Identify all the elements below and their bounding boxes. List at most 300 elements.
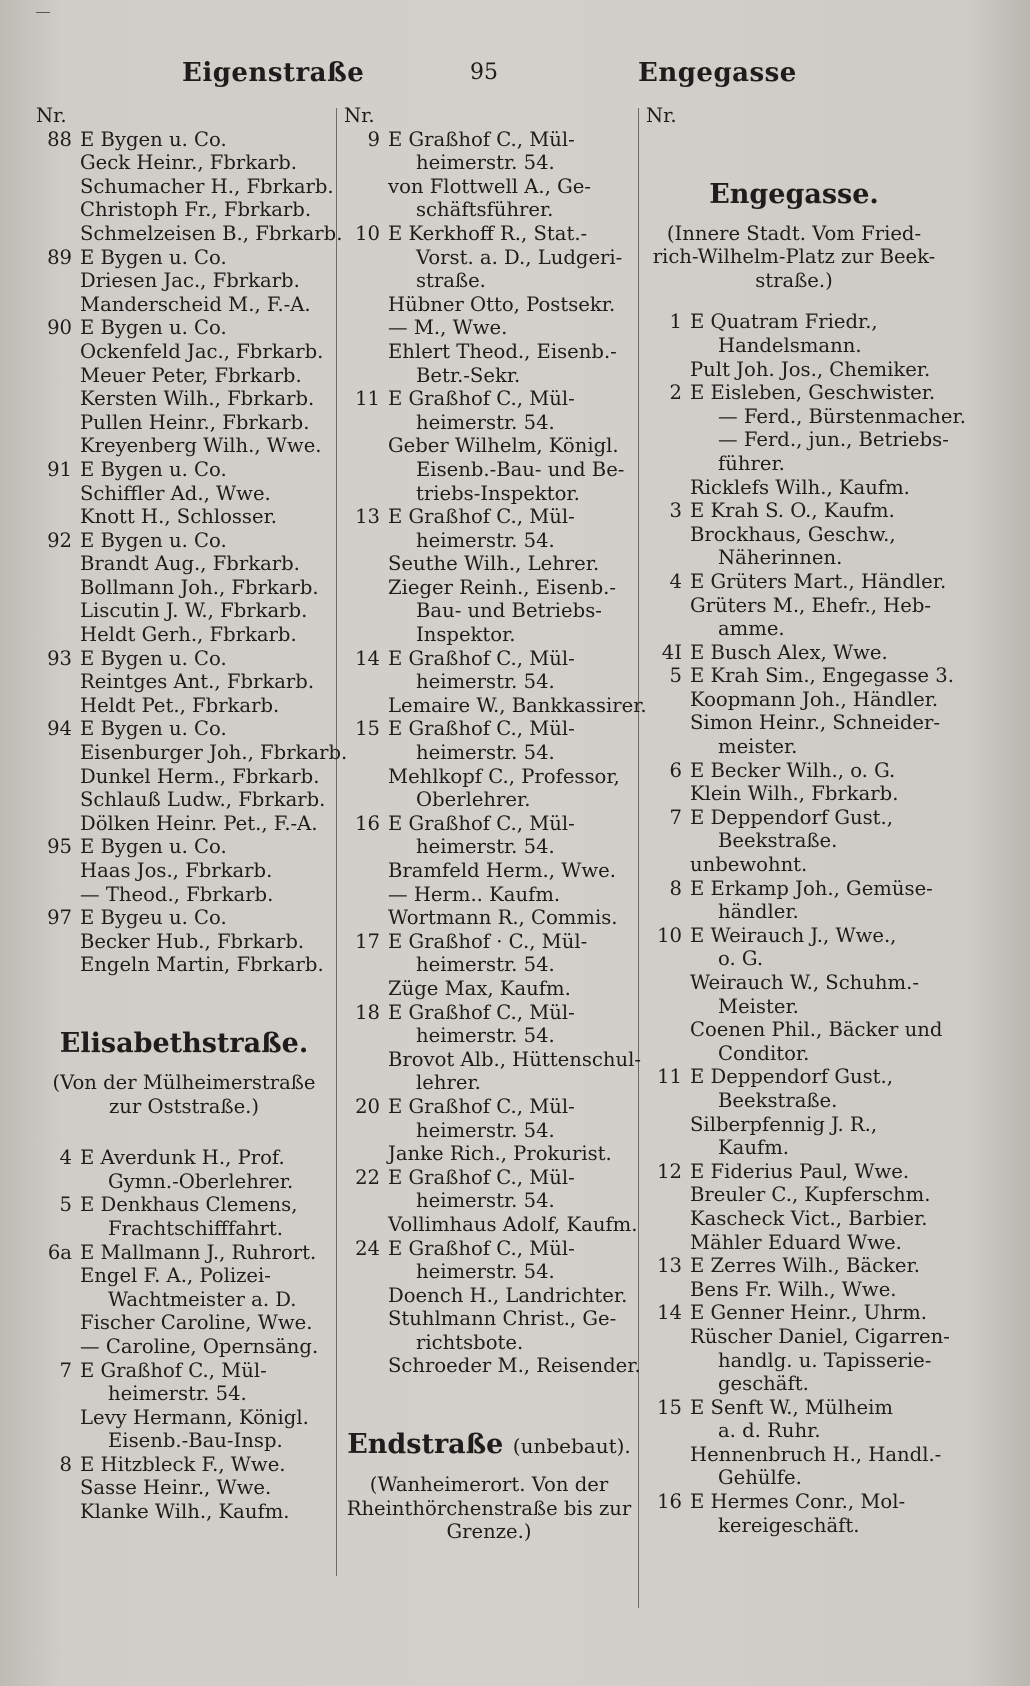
directory-entry [344,1095,634,1119]
house-number: 2 [669,381,682,405]
directory-entry [344,222,634,246]
entry-text: E Graßhof C., Mül- [388,717,575,741]
directory-entry [36,128,332,152]
entry-continuation: Eisenb.-Bau-Insp. [108,1429,283,1453]
entry-text: Meuer Peter, Fbrkarb. [80,363,302,387]
entry-continuation: heimerstr. 54. [416,1260,555,1284]
directory-entry [36,647,332,671]
entry-text: E Graßhof C., Mül- [388,505,575,529]
section-title-note: (unbebaut). [512,1434,631,1459]
house-number: 24 [355,1236,380,1260]
entry-text: Grüters M., Ehefr., Heb- [690,593,932,617]
directory-entry [36,505,332,529]
entry-text: Janke Rich., Prokurist. [388,1142,612,1166]
directory-entry [36,1406,332,1430]
directory-entry [646,1396,942,1420]
header-left: Eigenstraße [182,58,365,88]
directory-entry [646,1278,942,1302]
entry-text: Zieger Reinh., Eisenb.- [388,575,616,599]
entry-text: Schlauß Ludw., Fbrkarb. [80,788,326,812]
entry-continuation: Vorst. a. D., Ludgeri- [416,245,623,269]
directory-entry [36,623,332,647]
directory-entry [36,151,332,175]
entry-text: Heldt Gerh., Fbrkarb. [80,623,297,647]
directory-entry [344,930,634,954]
directory-entry [646,688,942,712]
directory-entry [646,476,942,500]
entry-text: E Becker Wilh., o. G. [690,758,896,782]
nr-label: Nr. [646,104,677,127]
entry-text: Geber Wilhelm, Königl. [388,434,619,458]
house-number: 7 [59,1358,72,1382]
entry-text: E Weirauch J., Wwe., [690,923,897,947]
house-number: 20 [355,1094,380,1118]
entry-text: E Genner Heinr., Uhrm. [690,1301,927,1325]
directory-entry [344,599,634,623]
directory-entry [36,953,332,977]
entry-text: Coenen Phil., Bäcker und [690,1018,943,1042]
directory-entry [344,1119,634,1143]
entry-continuation: kereigeschäft. [718,1513,860,1537]
entry-continuation: Wachtmeister a. D. [108,1287,297,1311]
page-number: 95 [470,60,498,85]
directory-entry [36,1453,332,1477]
entry-continuation: Oberlehrer. [416,788,531,812]
directory-entry [646,1514,942,1538]
section-desc-line: Rheinthörchenstraße bis zur [346,1496,632,1520]
directory-entry [36,1217,332,1241]
directory-entry [344,953,634,977]
entry-continuation: Gymn.-Oberlehrer. [108,1169,294,1193]
house-number: 6 [669,758,682,782]
house-number: 8 [59,1452,72,1476]
house-number: 17 [355,929,380,953]
entry-continuation: richtsbote. [416,1330,524,1354]
house-number: 16 [355,811,380,835]
entry-text: E Bygen u. Co. [80,528,227,552]
entry-continuation: heimerstr. 54. [416,528,555,552]
section-desc-line: (Wanheimerort. Von der [369,1473,609,1497]
house-number: 92 [47,528,72,552]
entry-text: E Averdunk H., Prof. [80,1146,285,1170]
directory-entry [344,387,634,411]
house-number: 8 [669,876,682,900]
directory-entry [344,576,634,600]
directory-entry [36,175,332,199]
entry-text: Bollmann Joh., Fbrkarb. [80,575,319,599]
house-number: 4 [59,1146,72,1170]
entry-text: Knott H., Schlosser. [80,505,278,529]
entry-text: E Graßhof C., Mül- [388,646,575,670]
entry-text: Engel F. A., Polizei- [80,1264,271,1288]
house-number: 10 [657,923,682,947]
directory-entry [344,623,634,647]
entry-text: E Kerkhoff R., Stat.- [388,221,588,245]
directory-entry [344,1189,634,1213]
corner-mark [36,12,50,13]
entry-continuation: Handelsmann. [718,333,862,357]
directory-entry [646,381,942,405]
directory-entry [36,717,332,741]
directory-entry [646,877,942,901]
section-desc-line: (Innere Stadt. Vom Fried- [666,221,922,245]
house-number: 11 [657,1065,682,1089]
directory-entry [344,1071,634,1095]
directory-entry [344,458,634,482]
directory-entry [36,835,332,859]
entry-text: Hübner Otto, Postsekr. [388,292,616,316]
entry-text: E Hitzbleck F., Wwe. [80,1452,286,1476]
entry-list [646,310,966,1537]
entry-text: Eisenburger Joh., Fbrkarb. [80,741,348,765]
directory-entry [344,434,634,458]
entry-text: Geck Heinr., Fbrkarb. [80,151,297,175]
entry-continuation: händler. [718,900,799,924]
directory-entry [646,995,942,1019]
directory-entry [646,1231,942,1255]
directory-entry [646,1018,942,1042]
entry-text: Brockhaus, Geschw., [690,522,896,546]
house-number: 16 [657,1490,682,1514]
entry-text: E Deppendorf Gust., [690,805,893,829]
directory-entry [646,1065,942,1089]
house-number: 3 [669,499,682,523]
directory-entry [646,1113,942,1137]
directory-entry [36,1429,332,1453]
directory-entry [344,883,634,907]
entry-continuation: Inspektor. [416,623,516,647]
entry-text: Vollimhaus Adolf, Kaufm. [388,1212,638,1236]
directory-entry [646,569,947,594]
directory-entry [646,641,942,665]
entry-text: E Eisleben, Geschwister. [690,381,936,405]
entry-continuation: heimerstr. 54. [416,670,555,694]
directory-entry [344,269,634,293]
entry-text: Ricklefs Wilh., Kaufm. [690,475,910,499]
entry-continuation: Beekstraße. [718,1088,838,1112]
entry-text: E Deppendorf Gust., [690,1065,893,1089]
directory-entry [646,334,942,358]
entry-text: Engeln Martin, Fbrkarb. [80,953,324,977]
directory-entry [646,499,942,523]
entry-continuation: heimerstr. 54. [416,1189,555,1213]
entry-continuation: Frachtschifffahrt. [108,1216,283,1240]
house-number: 15 [657,1395,682,1419]
entry-continuation: — Ferd., Bürstenmacher. [718,404,966,428]
directory-entry [344,128,634,152]
directory-entry [36,364,332,388]
column-rule-2 [638,108,639,1608]
directory-entry [344,717,634,741]
directory-entry [344,741,634,765]
entry-text: Manderscheid M., F.-A. [80,292,311,316]
entry-continuation: heimerstr. 54. [416,953,555,977]
directory-entry [36,411,332,435]
column-rule-1 [336,108,337,1576]
entry-text: Schmelzeisen B., Fbrkarb. [80,221,343,245]
directory-entry [36,482,332,506]
directory-entry [646,452,942,476]
entry-text: E Bygen u. Co. [80,316,227,340]
entry-text: Bens Fr. Wilh., Wwe. [690,1277,897,1301]
entry-continuation: a. d. Ruhr. [718,1419,821,1443]
entry-text: E Quatram Friedr., [690,310,878,334]
house-number: 93 [47,646,72,670]
entry-continuation: heimerstr. 54. [416,410,555,434]
directory-entry [344,529,634,553]
entry-text: Liscutin J. W., Fbrkarb. [80,599,308,623]
entry-text: Kascheck Vict., Barbier. [690,1206,928,1230]
directory-entry [646,404,966,429]
directory-entry [646,358,942,382]
house-number: 95 [47,835,72,859]
directory-entry [344,316,634,340]
entry-text: Schroeder M., Reisender. [388,1354,641,1378]
directory-entry [36,1500,332,1524]
entry-text: E Busch Alex, Wwe. [690,640,888,664]
directory-entry [344,1024,634,1048]
directory-entry [36,883,332,907]
entry-text: Fischer Caroline, Wwe. [80,1311,313,1335]
entry-text: Lemaire W., Bankkassirer. [388,693,647,717]
entry-list [36,1146,332,1524]
entry-text: E Erkamp Joh., Gemüse- [690,876,933,900]
directory-entry [36,1146,332,1170]
entry-text: Bramfeld Herm., Wwe. [388,859,616,882]
directory-entry [344,1142,634,1166]
entry-text: Stuhlmann Christ., Ge- [388,1307,617,1331]
directory-entry [646,1349,942,1373]
column-3 [646,104,966,1537]
directory-entry [646,806,942,830]
directory-entry [646,594,942,618]
directory-entry [36,221,343,246]
directory-entry [344,340,634,364]
directory-entry [36,1335,332,1359]
entry-text: E Graßhof C., Mül- [388,811,575,835]
entry-text: Levy Hermann, Königl. [80,1405,309,1429]
entry-continuation: o. G. [718,947,764,971]
section-desc-line: straße.) [755,268,833,292]
entry-continuation: heimerstr. 54. [416,835,555,859]
directory-entry [646,971,942,995]
entry-text: E Bygen u. Co. [80,717,227,741]
house-number: 7 [669,805,682,829]
house-number: 13 [657,1254,682,1278]
directory-entry [36,906,332,930]
directory-entry [344,246,634,270]
directory-entry [646,1207,942,1231]
directory-entry [646,1042,942,1066]
directory-entry [344,505,634,529]
entry-text: Kersten Wilh., Fbrkarb. [80,387,315,411]
entry-text: E Zerres Wilh., Bäcker. [690,1254,920,1278]
directory-entry [344,977,634,1001]
section-desc-line: (Von der Mülheimerstraße [52,1070,316,1094]
entry-text: E Senft W., Mülheim [690,1395,893,1419]
directory-entry [36,1288,332,1312]
entry-text: Dölken Heinr. Pet., F.-A. [80,811,318,835]
entry-text: Schumacher H., Fbrkarb. [80,174,334,198]
entry-list [36,127,348,977]
entry-text: E Graßhof C., Mül- [80,1358,267,1382]
entry-text: Züge Max, Kaufm. [388,976,571,1000]
entry-text: E Fiderius Paul, Wwe. [690,1159,910,1183]
entry-text: E Krah Sim., Engegasse 3. [690,664,954,688]
directory-entry [646,1490,942,1514]
entry-continuation: Meister. [718,994,799,1018]
entry-continuation: — Ferd., jun., Betriebs- [718,428,949,452]
entry-text: E Bygeu u. Co. [80,906,227,930]
house-number: 5 [669,664,682,688]
entry-text: — M., Wwe. [388,316,508,340]
directory-entry [36,1193,332,1217]
entry-text: Heldt Pet., Fbrkarb. [80,693,280,717]
entry-text: E Graßhof C., Mül- [388,127,575,151]
entry-text: Brandt Aug., Fbrkarb. [80,552,300,576]
entry-text: Brovot Alb., Hüttenschul- [388,1047,641,1071]
directory-entry [646,782,942,806]
entry-text: E Bygen u. Co. [80,245,227,269]
entry-list [344,127,647,1378]
entry-text: Pullen Heinr., Fbrkarb. [80,410,310,434]
entry-text: Driesen Jac., Fbrkarb. [80,269,300,293]
entry-text: Klanke Wilh., Kaufm. [80,1500,290,1524]
directory-entry [344,1001,634,1025]
directory-entry [344,788,634,812]
house-number: 13 [355,505,380,529]
directory-entry [344,812,634,836]
entry-continuation: Eisenb.-Bau- und Be- [416,457,625,481]
directory-entry [344,647,634,671]
directory-entry [646,1160,942,1184]
house-number: 11 [355,387,380,411]
entry-text: — Theod., Fbrkarb. [80,882,274,906]
entry-continuation: Conditor. [718,1041,810,1065]
directory-entry [344,693,647,718]
entry-continuation: heimerstr. 54. [416,151,555,175]
entry-continuation: Gehülfe. [718,1466,802,1490]
house-number: 18 [355,1000,380,1024]
entry-text: Koopmann Joh., Händler. [690,687,939,711]
directory-entry [344,151,634,175]
entry-text: unbewohnt. [690,853,808,877]
directory-entry [36,1476,332,1500]
directory-entry [646,900,942,924]
directory-entry [36,552,332,576]
entry-text: von Flottwell A., Ge- [388,174,591,198]
house-number: 10 [355,221,380,245]
entry-continuation: handlg. u. Tapisserie- [718,1348,932,1372]
section-description [344,1473,634,1544]
house-number: 6a [47,1240,72,1264]
entry-text: Reintges Ant., Fbrkarb. [80,670,315,694]
directory-entry [36,340,332,364]
entry-continuation: geschäft. [718,1372,809,1396]
directory-entry [344,1047,641,1072]
entry-text: E Bygen u. Co. [80,646,227,670]
directory-entry [344,835,634,859]
directory-entry [36,198,332,222]
entry-text: Klein Wilh., Fbrkarb. [690,782,899,806]
directory-entry [344,482,634,506]
entry-continuation: Bau- und Betriebs- [416,599,602,623]
entry-continuation: meister. [718,735,798,759]
house-number: 22 [355,1165,380,1189]
house-number: 14 [355,646,380,670]
directory-entry [36,1382,332,1406]
directory-entry [646,1372,942,1396]
directory-entry [36,316,332,340]
entry-text: E Graßhof C., Mül- [388,1165,575,1189]
entry-text: E Graßhof · C., Mül- [388,929,588,953]
directory-entry [646,759,942,783]
directory-entry [36,599,332,623]
entry-continuation: heimerstr. 54. [416,1118,555,1142]
entry-text: Hennenbruch H., Handl.- [690,1442,942,1466]
directory-entry [36,1359,332,1383]
directory-entry [36,859,332,883]
house-number: 14 [657,1301,682,1325]
directory-entry [646,1419,942,1443]
entry-text: Weirauch W., Schuhm.- [690,971,919,994]
house-number: 94 [47,717,72,741]
entry-continuation: Kaufm. [718,1136,789,1160]
entry-text: E Grüters Mart., Händler. [690,569,947,593]
directory-entry [344,1354,641,1378]
directory-entry [36,387,332,411]
directory-entry [36,293,332,317]
directory-entry [36,788,332,812]
directory-entry [36,1241,332,1265]
directory-entry [36,1311,332,1335]
directory-entry [646,1443,942,1467]
section-description [36,1071,332,1118]
directory-entry [646,428,949,452]
entry-continuation: heimerstr. 54. [416,741,555,765]
house-number: 97 [47,906,72,930]
directory-entry [344,1212,638,1237]
section-desc-line: zur Oststraße.) [108,1094,260,1118]
directory-entry [344,1284,634,1308]
directory-entry [646,735,942,759]
house-number: 88 [47,127,72,151]
directory-entry [646,924,942,948]
directory-entry [646,1254,942,1278]
entry-text: Haas Jos., Fbrkarb. [80,859,273,882]
entry-continuation: Beekstraße. [718,829,838,853]
directory-entry [344,411,634,435]
house-number: 89 [47,245,72,269]
directory-entry [344,293,634,317]
section-title [344,1428,634,1463]
entry-text: E Denkhaus Clemens, [80,1193,298,1217]
header-right: Engegasse [638,58,797,88]
directory-entry [36,741,348,765]
directory-entry [36,1264,332,1288]
house-number: 5 [59,1193,72,1217]
directory-entry [344,859,634,883]
directory-entry [36,434,332,458]
entry-text: E Hermes Conr., Mol- [690,1490,906,1514]
directory-entry [344,670,634,694]
entry-text: Schiffler Ad., Wwe. [80,481,271,505]
entry-text: Doench H., Landrichter. [388,1283,628,1307]
column-1 [36,104,348,1524]
entry-continuation: lehrer. [416,1071,481,1095]
directory-entry [36,765,332,789]
house-number: 4I [661,640,682,664]
